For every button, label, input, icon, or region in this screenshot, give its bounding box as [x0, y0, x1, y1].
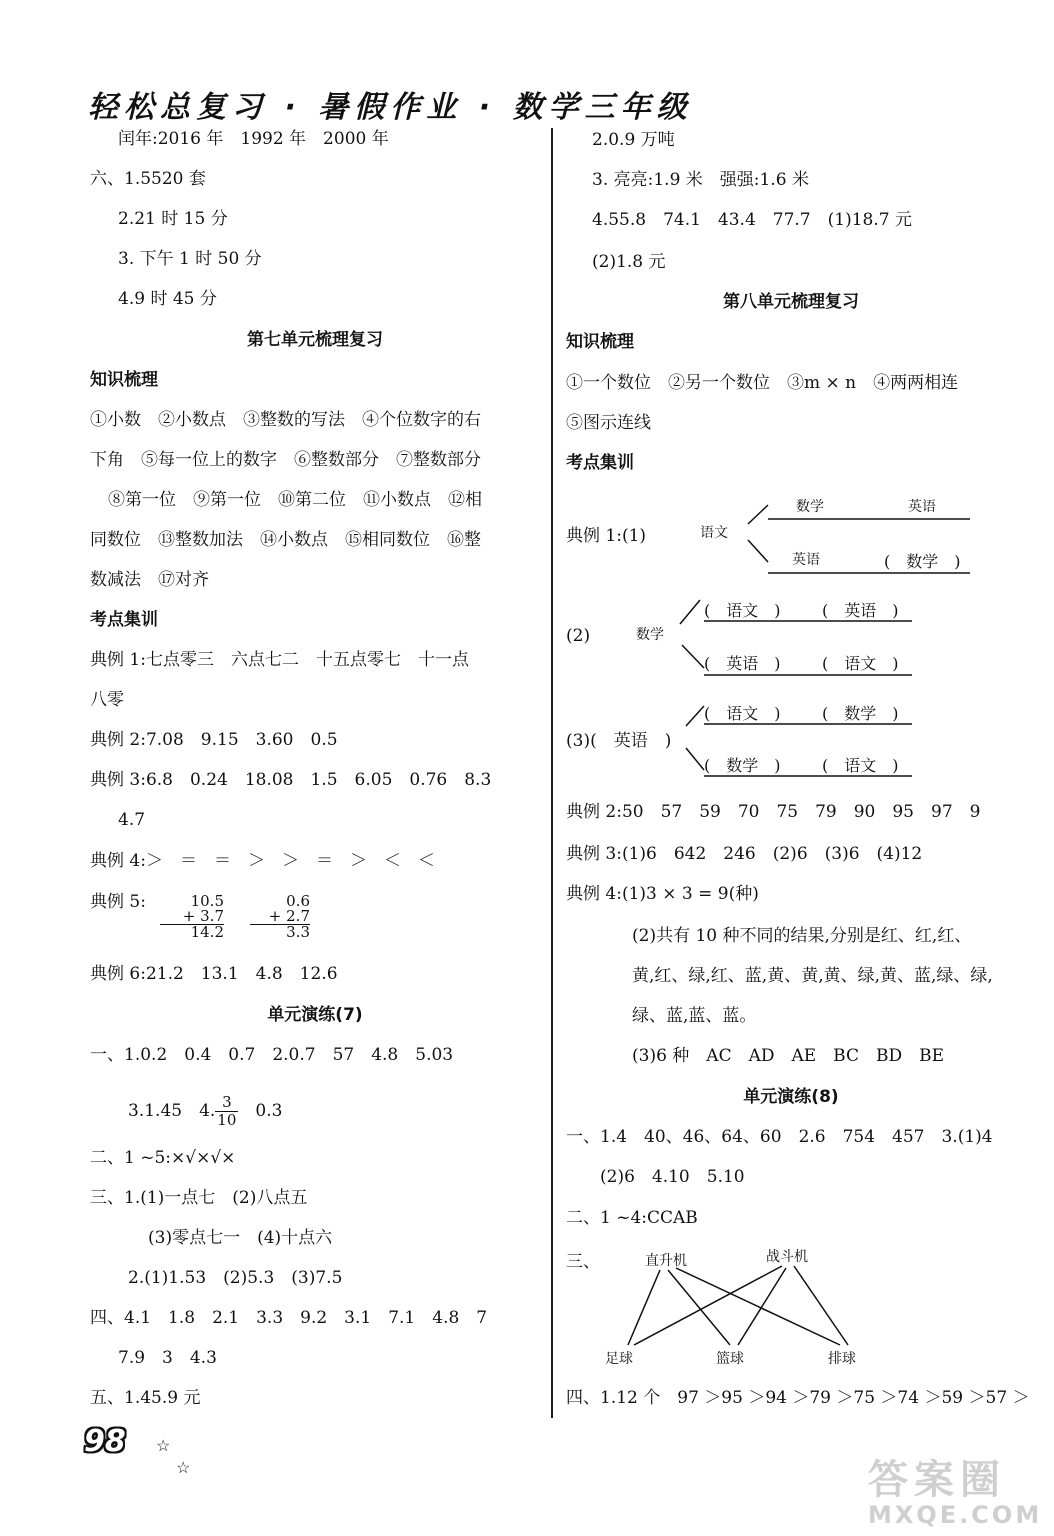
text-line: 八零 — [90, 690, 124, 710]
tree-leaf: ( 语文 ) — [704, 601, 781, 620]
text-line: (2)1.8 元 — [592, 252, 666, 272]
section-title: 单元演练(7) — [267, 1005, 363, 1025]
book-header: 轻松总复习 · 暑假作业 · 数学三年级 — [88, 90, 693, 125]
text-line: 绿、蓝,蓝、蓝。 — [632, 1006, 757, 1026]
section-title: 第七单元梳理复习 — [247, 330, 383, 350]
tree-leaf: 英语 — [908, 499, 936, 515]
text-line: (3)零点七一 (4)十点六 — [148, 1228, 333, 1248]
subsection-label: 考点集训 — [90, 610, 158, 630]
match-top-item: 战斗机 — [766, 1249, 808, 1265]
text-line: ⑧第一位 ⑨第一位 ⑩第二位 ⑪小数点 ⑫相 — [108, 490, 482, 510]
text-line: 4.7 — [118, 810, 146, 830]
text-line: 六、1.5520 套 — [90, 169, 206, 189]
example-label: 典例 1:(1) — [566, 526, 647, 546]
example-label: (2) — [566, 626, 591, 646]
text-line: 数减法 ⑰对齐 — [90, 570, 209, 590]
text-line: 黄,红、绿,红、蓝,黄、黄,黄、绿,黄、蓝,绿、绿, — [632, 966, 993, 986]
tree-leaf: 数学 — [796, 499, 824, 515]
tree-leaf: ( 英语 ) — [822, 601, 899, 620]
text-line: 典例 4:＞ ＝ ＝ ＞ ＞ ＝ ＞ ＜ ＜ — [90, 851, 435, 871]
subsection-label: 知识梳理 — [566, 332, 634, 352]
text-line: 闰年:2016 年 1992 年 2000 年 — [118, 129, 389, 149]
match-bottom-item: 足球 — [605, 1351, 633, 1367]
text-line: 4.55.8 74.1 43.4 77.7 (1)18.7 元 — [592, 210, 912, 230]
text-line: 二、1 ~5:×√×√× — [90, 1148, 236, 1168]
text-line: 典例 2:7.08 9.15 3.60 0.5 — [90, 730, 338, 750]
tree-leaf: ( 语文 ) — [822, 756, 899, 775]
tree-root: 语文 — [700, 525, 728, 541]
text-line: 一、1.4 40、46、64、60 2.6 754 457 3.(1)4 — [566, 1127, 993, 1147]
text-line: 下角 ⑤每一位上的数字 ⑥整数部分 ⑦整数部分 — [90, 450, 481, 470]
section-title: 单元演练(8) — [743, 1087, 839, 1107]
text-line: 3.1.45 4. $\frac{3}{10}$ 0.3 — [128, 1093, 283, 1129]
tree-leaf: ( 数学 ) — [822, 704, 899, 723]
match-top-item: 直升机 — [645, 1253, 687, 1269]
tree-leaf: ( 语文 ) — [704, 704, 781, 723]
text-line: 同数位 ⑬整数加法 ⑭小数点 ⑮相同数位 ⑯整 — [90, 530, 481, 550]
text-line: 3. 下午 1 时 50 分 — [118, 249, 262, 269]
text-line: ⑤图示连线 — [566, 413, 651, 433]
text-line: 五、1.45.9 元 — [90, 1388, 201, 1408]
tree-leaf: ( 数学 ) — [704, 756, 781, 775]
match-bottom-item: 排球 — [828, 1351, 856, 1367]
text-line: 典例 3:(1)6 642 246 (2)6 (3)6 (4)12 — [566, 844, 923, 864]
section-title: 第八单元梳理复习 — [723, 292, 859, 312]
text-line: 典例 6:21.2 13.1 4.8 12.6 — [90, 964, 338, 984]
text-line: 一、1.0.2 0.4 0.7 2.0.7 57 4.8 5.03 — [90, 1045, 454, 1065]
vertical-addition: 0.6 + 2.7 3.3 — [250, 894, 310, 940]
text-line: 2.21 时 15 分 — [118, 209, 228, 229]
text-line: ①一个数位 ②另一个数位 ③m × n ④两两相连 — [566, 373, 959, 393]
tree-leaf: 英语 — [792, 552, 820, 568]
text-line: (2)共有 10 种不同的结果,分别是红、红,红、 — [632, 926, 972, 946]
fraction: $\frac{3}{10}$ — [217, 1093, 237, 1129]
subsection-label: 知识梳理 — [90, 370, 158, 390]
star-icon: ☆ — [176, 1458, 191, 1477]
tree-root: 数学 — [636, 627, 664, 643]
text-line: 三、 — [566, 1252, 600, 1272]
text-line: 典例 2:50 57 59 70 75 79 90 95 97 9 — [566, 802, 981, 822]
match-bottom-item: 篮球 — [716, 1351, 744, 1367]
text-line: 三、1.(1)一点七 (2)八点五 — [90, 1188, 308, 1208]
text-line: 3. 亮亮:1.9 米 强强:1.6 米 — [592, 170, 809, 190]
tree-leaf: ( 语文 ) — [822, 654, 899, 673]
vertical-addition: 10.5 + 3.7 14.2 — [160, 894, 224, 940]
text-line: 2.(1)1.53 (2)5.3 (3)7.5 — [128, 1268, 343, 1288]
example-label: (3)( 英语 ) — [566, 731, 672, 751]
text-line: 典例 1:七点零三 六点七二 十五点零七 十一点 — [90, 650, 469, 670]
text-line: 四、4.1 1.8 2.1 3.3 9.2 3.1 7.1 4.8 7 — [90, 1308, 488, 1328]
text-line: (3)6 种 AC AD AE BC BD BE — [632, 1046, 945, 1066]
text-line: 二、1 ~4:CCAB — [566, 1208, 698, 1228]
text-line: (2)6 4.10 5.10 — [600, 1167, 745, 1187]
text-line: 7.9 3 4.3 — [118, 1348, 217, 1368]
text-line: 4.9 时 45 分 — [118, 289, 217, 309]
star-icon: ☆ — [156, 1436, 171, 1455]
text-line: 典例 5: — [90, 892, 146, 912]
text-line: 2.0.9 万吨 — [592, 130, 675, 150]
page-number: 98 — [84, 1424, 126, 1459]
text-line: ①小数 ②小数点 ③整数的写法 ④个位数字的右 — [90, 410, 481, 430]
tree-leaf: ( 英语 ) — [704, 654, 781, 673]
text-line: 四、1.12 个 97 ＞95 ＞94 ＞79 ＞75 ＞74 ＞59 ＞57 ＞ — [566, 1388, 1030, 1408]
tree-leaf: ( 数学 ) — [884, 552, 961, 571]
subsection-label: 考点集训 — [566, 453, 634, 473]
text-line: 典例 3:6.8 0.24 18.08 1.5 6.05 0.76 8.3 — [90, 770, 492, 790]
text-line: 典例 4:(1)3 × 3 = 9(种) — [566, 884, 759, 904]
watermark: 答案圈 MXQE.COM — [868, 1457, 1043, 1529]
